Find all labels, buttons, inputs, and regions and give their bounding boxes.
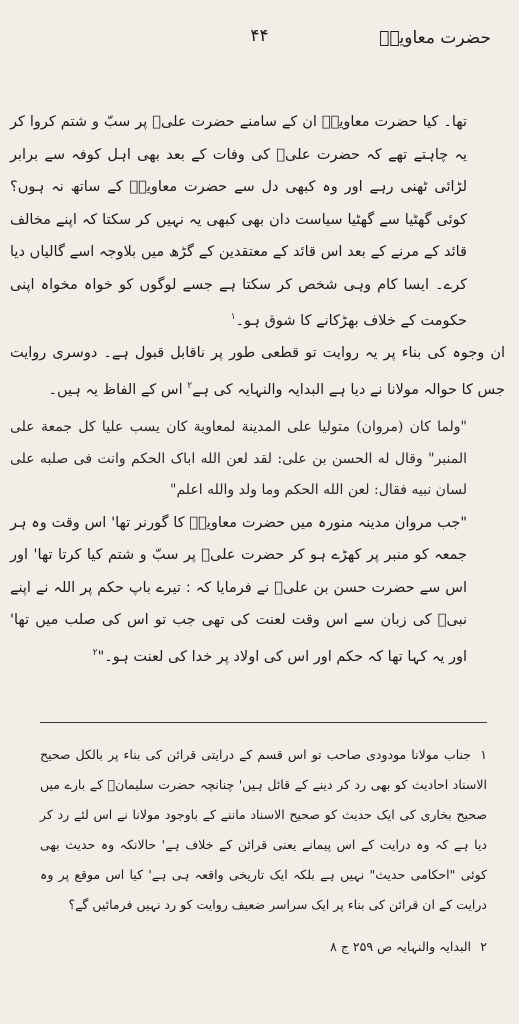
footnote-marker-2: ۲ bbox=[187, 380, 193, 391]
paragraph-2-text: ان وجوہ کی بناء پر یہ روایت تو قطعی طور پر ناقابل قبول ہے۔ دوسری روایت جس کا حوالہ مولانا نے دیا ہے البدایہ والنہایہ کی ہے bbox=[10, 345, 505, 398]
footnote-marker-1: ۱ bbox=[230, 312, 236, 322]
paragraph-2 bbox=[10, 337, 505, 406]
arabic-quote: "ولما کان (مروان) متولیا علی المدینة لمعاویة کان یسب علیا کل جمعة علی المنبر" وقال له الحسن بن علی: لقد لعن الله اباک الحکم وانت فی صلبه علی لسان نبیه فقال: لعن الله الحکم وما ولد والله اعلم" bbox=[10, 419, 467, 499]
footnote-1 bbox=[40, 740, 487, 920]
footnote-divider bbox=[40, 722, 487, 723]
running-title: حضرت معاویہؓ bbox=[379, 28, 491, 48]
paragraph-2-tail: اس کے الفاظ یہ ہیں۔ bbox=[48, 381, 183, 398]
main-text bbox=[10, 106, 505, 673]
paragraph-1 bbox=[10, 106, 497, 337]
page-number: ۴۴ bbox=[250, 26, 269, 46]
paragraph-1-text: تھا۔ کیا حضرت معاویہؓ ان کے سامنے حضرت علیؓ پر سبّ و شتم کروا کر یہ چاہتے تھے کہ حضرت علیؓ کی وفات کے بعد بھی اہل کوفہ سے برابر لڑائی ٹھنی رہے اور وہ کبھی دل سے حضرت معاویہؓ کے ساتھ نہ ہوں؟ کوئی گھٹیا سے گھٹیا سیاست دان بھی کبھی یہ نہیں کر سکتا کہ اپنے مخالف قائد کے مرنے کے بعد اس قائد کے معتقدین کے گڑھ میں بلاوجہ اسے گالیاں دیا کرے۔ ایسا کام وہی شخص کر سکتا ہے جسے لوگوں کو خواہ مخواہ اپنی حکومت کے خلاف بھڑکانے کا شوق ہو۔ bbox=[10, 114, 467, 329]
footnote-2-text: البدایہ والنہایہ ص ۲۵۹ ج ۸ bbox=[330, 939, 471, 954]
footnote-2 bbox=[40, 932, 487, 962]
footnotes bbox=[40, 740, 487, 962]
page-header bbox=[28, 22, 491, 66]
paragraph-3-text: "جب مروان مدینہ منورہ میں حضرت معاویہؓ کا گورنر تھا' اس وقت وہ ہر جمعہ کو منبر پر کھڑے ہو کر حضرت علیؓ پر سبّ و شتم کیا کرتا تھا' اور اس سے حضرت حسن بن علیؓ نے فرمایا کہ : تیرے باپ حکم پر اللہ نے اپنے نبیؐ کی زبان سے اس وقت لعنت کی تھی جب تو اس کی صلب میں تھا' اور یہ کہا تھا کہ حکم اور اس کی اولاد پر خدا کی لعنت ہو۔" bbox=[10, 514, 467, 665]
footnote-2-number: ۲ bbox=[480, 939, 487, 954]
paragraph-3 bbox=[10, 507, 497, 673]
footnote-1-number: ۱ bbox=[480, 747, 487, 762]
footnote-marker-3: ۲ bbox=[92, 647, 98, 658]
footnote-1-text: جناب مولانا مودودی صاحب تو اس قسم کے درایتی قرائن کی بناء پر بالکل صحیح الاسناد احادیث کو بھی رد کر دینے کے قائل ہیں' چنانچہ حضرت سلیمانؑ کے بارے میں صحیح بخاری کی ایک حدیث کو صحیح الاسناد ماننے کے باوجود مولانا نے اس لئے رد کر دیا ہے کہ وہ درایت کے اس پیمانے یعنی قرائن کے خلاف ہے' حالانکہ وہ حدیث بھی کوئی "احکامی حدیث" نہیں ہے بلکہ ایک تاریخی واقعہ ہی ہے' کیا اس موقع پر وہ درایت کے ان قرائن کی بناء پر ایک سراسر ضعیف روایت کو رد نہیں فرمائیں گے؟ bbox=[40, 747, 487, 912]
